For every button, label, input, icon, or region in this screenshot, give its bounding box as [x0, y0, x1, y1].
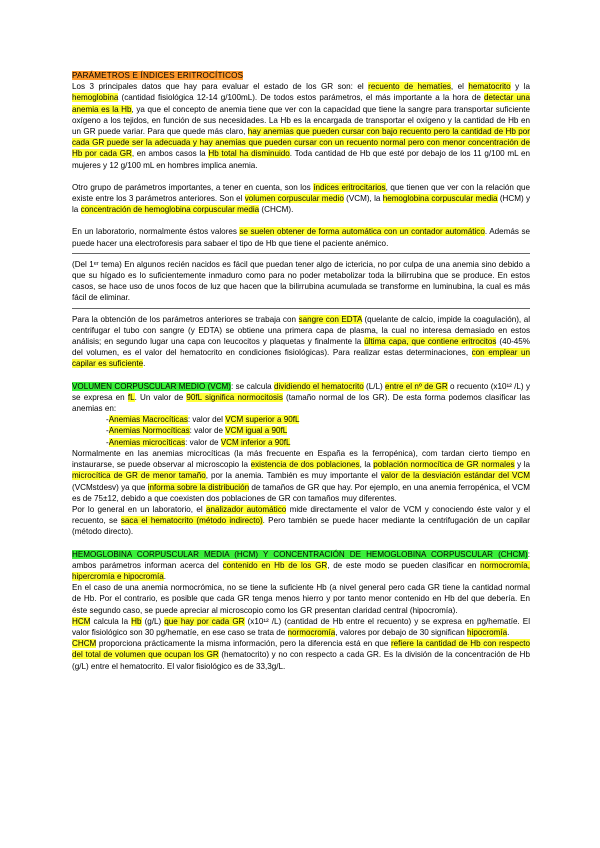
highlighted-text: VCM superior a 90fL	[225, 415, 300, 425]
highlighted-text: normocromía	[287, 627, 336, 637]
text-run: (x10¹² /L) (cantidad de Hb entre el recuento) y se expresa en pg/hematíe. El valor fisiológico son 30 pg/hematíe, en ese caso se trata de	[72, 616, 530, 637]
highlighted-text: última capa, que contiene eritrocitos	[364, 337, 497, 347]
paragraph	[72, 182, 530, 216]
text-run: (L/L)	[363, 381, 386, 391]
section-heading-highlight: HEMOGLOBINA CORPUSCULAR MEDIA (HCM) Y CONCENTRACIÓN DE HEMOGLOBINA CORPUSCULAR (CHCM)	[72, 549, 528, 559]
text-run: . Toda cantidad de Hb que esté por debajo de los 11 g/100 mL en mujeres y 12 g/100 mL en hombres implica anemia.	[72, 149, 530, 170]
text-run: .	[163, 571, 167, 581]
section-hcm-intro	[72, 549, 530, 583]
text-run: : valor del	[187, 415, 226, 425]
highlighted-text: hay anemias que pueden cursar con bajo recuento pero la cantidad de Hb por cada GR puede ser la adecuada y hay anemias que pueden cursar con un recuento normal pero con menor concentración de Hb por cada GR	[72, 127, 530, 159]
text-run: , de este modo se pueden clasificar en	[327, 560, 481, 570]
text-run: , valores por debajo de 30 significan	[335, 627, 468, 637]
text-run: : valor de	[189, 426, 226, 436]
highlighted-text: concentración de hemoglobina corpuscular media	[80, 205, 260, 215]
text-run: proporciona prácticamente la misma información, pero la diferencia está en que	[96, 639, 391, 649]
text-run: de tamaños de GR que hay. Por ejemplo, en una anemia ferropénica, el VCM es de 75±12, debido a que coexisten dos poblaciones de GR con tamaños muy diferentes.	[72, 482, 530, 503]
highlighted-text: hemoglobina	[72, 93, 119, 103]
highlighted-text: VCM igual a 90fL	[225, 426, 288, 436]
highlighted-text: que hay por cada GR	[164, 616, 245, 626]
text-run: En un laboratorio, normalmente éstos valores	[72, 227, 240, 237]
highlighted-text: población normocítica de GR normales	[373, 460, 515, 470]
text-run: (HCM) y la	[72, 194, 531, 215]
highlighted-text: valor de la desviación estándar del VCM	[380, 471, 530, 481]
text-run: (cantidad fisiológica 12-14 g/100mL). De todos estos parámetros, el más importante a la hora de	[118, 93, 485, 103]
text-run: mide directamente el valor de VCM y conociendo éste valor y el recuento, se	[72, 504, 531, 526]
paragraph	[72, 314, 530, 370]
text-run: -	[106, 437, 109, 447]
text-run: .	[507, 627, 510, 637]
highlighted-text: Anemias Macrocíticas	[108, 415, 188, 425]
text-run: En el caso de una anemia normocrómica, no se tiene la suficiente Hb (a nivel general pero cada GR tiene la cantidad normal de Hb. Por el contrario, es posible que cada GR tenga menos hierro y por tanto menor contenido en Hb del que debería. En éste segundo caso, se puede apreciar al microscopio como los GR presentan claridad central (hipocromía).	[72, 583, 530, 615]
highlighted-text: volumen corpuscular medio	[244, 194, 344, 204]
text-run: -	[106, 415, 109, 425]
text-run: y la	[510, 82, 530, 92]
list-item	[106, 425, 530, 436]
section-vcm-intro	[72, 381, 530, 415]
highlighted-text: sangre con EDTA	[298, 314, 362, 324]
text-run: o recuento (x10¹² /L) y se expresa en	[72, 381, 530, 402]
anemia-list	[72, 414, 530, 448]
highlighted-text: refiere la cantidad de Hb con respecto del total de volumen que ocupan los GR	[72, 639, 530, 660]
highlighted-text: saca el hematocrito (método indirecto)	[120, 516, 263, 526]
highlighted-text: Hb	[131, 616, 142, 626]
text-run: (tamaño normal de los GR). De esta forma podemos clasificar las anemias en:	[72, 392, 531, 414]
highlighted-text: existencia de dos poblaciones	[250, 460, 360, 470]
text-run: , la	[359, 460, 374, 470]
highlighted-text: 90fL significa normocitosis	[186, 392, 283, 402]
text-run: Otro grupo de parámetros importantes, a tener en cuenta, son los	[72, 182, 314, 192]
text-run: Para la obtención de los parámetros anteriores se trabaja con	[72, 314, 299, 324]
highlighted-text: VCM inferior a 90fL	[220, 437, 291, 447]
highlighted-text: fL	[127, 392, 135, 402]
highlighted-text: con emplear un capilar es suficiente	[72, 348, 531, 369]
text-run: . Un valor de	[134, 392, 187, 402]
text-run: : se calcula	[231, 381, 274, 391]
text-run: : valor de	[185, 437, 221, 447]
section-heading-highlight: VOLUMEN CORPUSCULAR MEDIO (VCM)	[72, 381, 231, 391]
highlighted-text: normocromía, hipercromía e hipocromía	[72, 560, 531, 581]
text-run: (hematocrito) y no con respecto a cada GR. Es la división de la concentración de Hb (g/L) entre el hematocrito. El valor fisiológico es de 33,3g/L.	[72, 650, 530, 671]
text-run: (quelante de calcio, impide la coagulación), al centrifugar el tubo con sangre (y EDTA) se obtiene una primera capa de plasma, la cual no interesa demasiado en estos análisis; en segundo lugar una capa con leucocitos y plaquetas y finalmente la	[72, 314, 530, 347]
highlighted-text: microcítica de GR de menor tamaño	[72, 471, 206, 481]
paragraph	[72, 504, 530, 538]
highlighted-text: Anemias Normocíticas	[108, 426, 190, 436]
text-run: (g/L)	[141, 616, 165, 626]
paragraph	[72, 81, 530, 171]
paragraph	[72, 226, 530, 248]
text-run: (40-45% del volumen, es el valor del hematocrito en condiciones fisiológicas). Para realizar estas determinaciones,	[72, 337, 530, 358]
text-run: -	[106, 426, 109, 436]
text-run: , el	[450, 82, 469, 92]
text-run: : ambos parámetros informan acerca del	[72, 549, 530, 570]
highlighted-text: CHCM	[72, 639, 97, 649]
divider	[72, 253, 530, 254]
text-run: , que tienen que ver con la relación que existe entre los 3 parámetros anteriores. Son el	[72, 182, 530, 204]
text-run: calcula la	[90, 616, 132, 626]
text-run: , ya que el concepto de anemia tiene que ver con la capacidad que tiene la sangre para transportar suficiente oxígeno a los tejidos, en función de sus necesidades. La Hb es la encargada de transportar el oxígeno y la cantidad de Hb en un GR puede variar. Para que quede más claro,	[72, 104, 530, 137]
highlighted-text: analizador automático	[206, 504, 287, 514]
text-run: , en ambos casos la	[131, 149, 209, 159]
highlighted-text: hemoglobina corpuscular media	[382, 194, 498, 204]
text-run: (CHCM).	[259, 205, 294, 215]
highlighted-text: recuento de hematíes	[368, 82, 451, 92]
highlighted-text: hematocrito	[468, 82, 511, 92]
highlighted-text: se suelen obtener de forma automática con un contador automático	[239, 227, 485, 237]
text-run: Normalmente en las anemias microcíticas (la más frecuente en España es la ferropénica), com tardan cierto tiempo en instaurarse, se puede observar al microscopio la	[72, 448, 530, 470]
highlighted-text: entre el nº de GR	[385, 381, 448, 391]
text-run: . Además se puede hacer una electroforesis para sabaer el tipo de Hb que tiene el paciente anémico.	[72, 227, 530, 248]
list-item	[106, 414, 530, 425]
highlighted-text: dividiendo el hematocrito	[274, 381, 364, 391]
document-page	[72, 70, 530, 672]
text-run: Los 3 principales datos que hay para evaluar el estado de los GR son: el	[72, 82, 369, 92]
highlighted-text: detectar una anemia es la Hb	[72, 93, 530, 114]
text-run: .	[143, 359, 146, 369]
text-run: (VCM), la	[343, 194, 383, 204]
highlighted-text: Anemias microcíticas	[108, 437, 186, 447]
note-paragraph: (Del 1ᵉʳ tema) En algunos recién nacidos es fácil que puedan tener algo de ictericia, no por culpa de una anemia sino debido a que su hígado es lo suficientemente inmaduro como para no poder metabolizar toda la bilirrubina que se produce. En estos casos, se hace uso de unos focos de luz que hacen que la bilirrubina acumulada se transforme en luminubina, la cual es más fácil de eliminar.	[72, 259, 530, 303]
highlighted-text: Hb total ha disminuido	[208, 149, 290, 159]
paragraph	[72, 582, 530, 616]
paragraph	[72, 616, 530, 638]
highlighted-text: índices eritrocitarios	[313, 182, 386, 192]
highlighted-text: HCM	[72, 616, 91, 626]
title-highlight: PARÁMETROS E ÍNDICES ERITROCÍTICOS	[72, 71, 244, 80]
text-run: Por lo general en un laboratorio, el	[72, 504, 206, 514]
text-run: y la	[514, 460, 530, 470]
divider	[72, 308, 530, 309]
text-run: , por la anemia. También es muy importante el	[205, 471, 381, 481]
highlighted-text: contenido en Hb de los GR	[222, 560, 328, 570]
section-title-parametros	[72, 70, 530, 81]
highlighted-text: informa sobre la distribución	[147, 482, 250, 492]
highlighted-text: hipocromía	[467, 627, 508, 637]
list-item	[106, 437, 530, 448]
paragraph	[72, 638, 530, 672]
text-run: (VCMstdesv) ya que	[72, 482, 148, 492]
text-run: . Pero también se puede hacer mediante la centrifugación de un capilar (método directo).	[72, 516, 530, 537]
paragraph	[72, 448, 530, 504]
